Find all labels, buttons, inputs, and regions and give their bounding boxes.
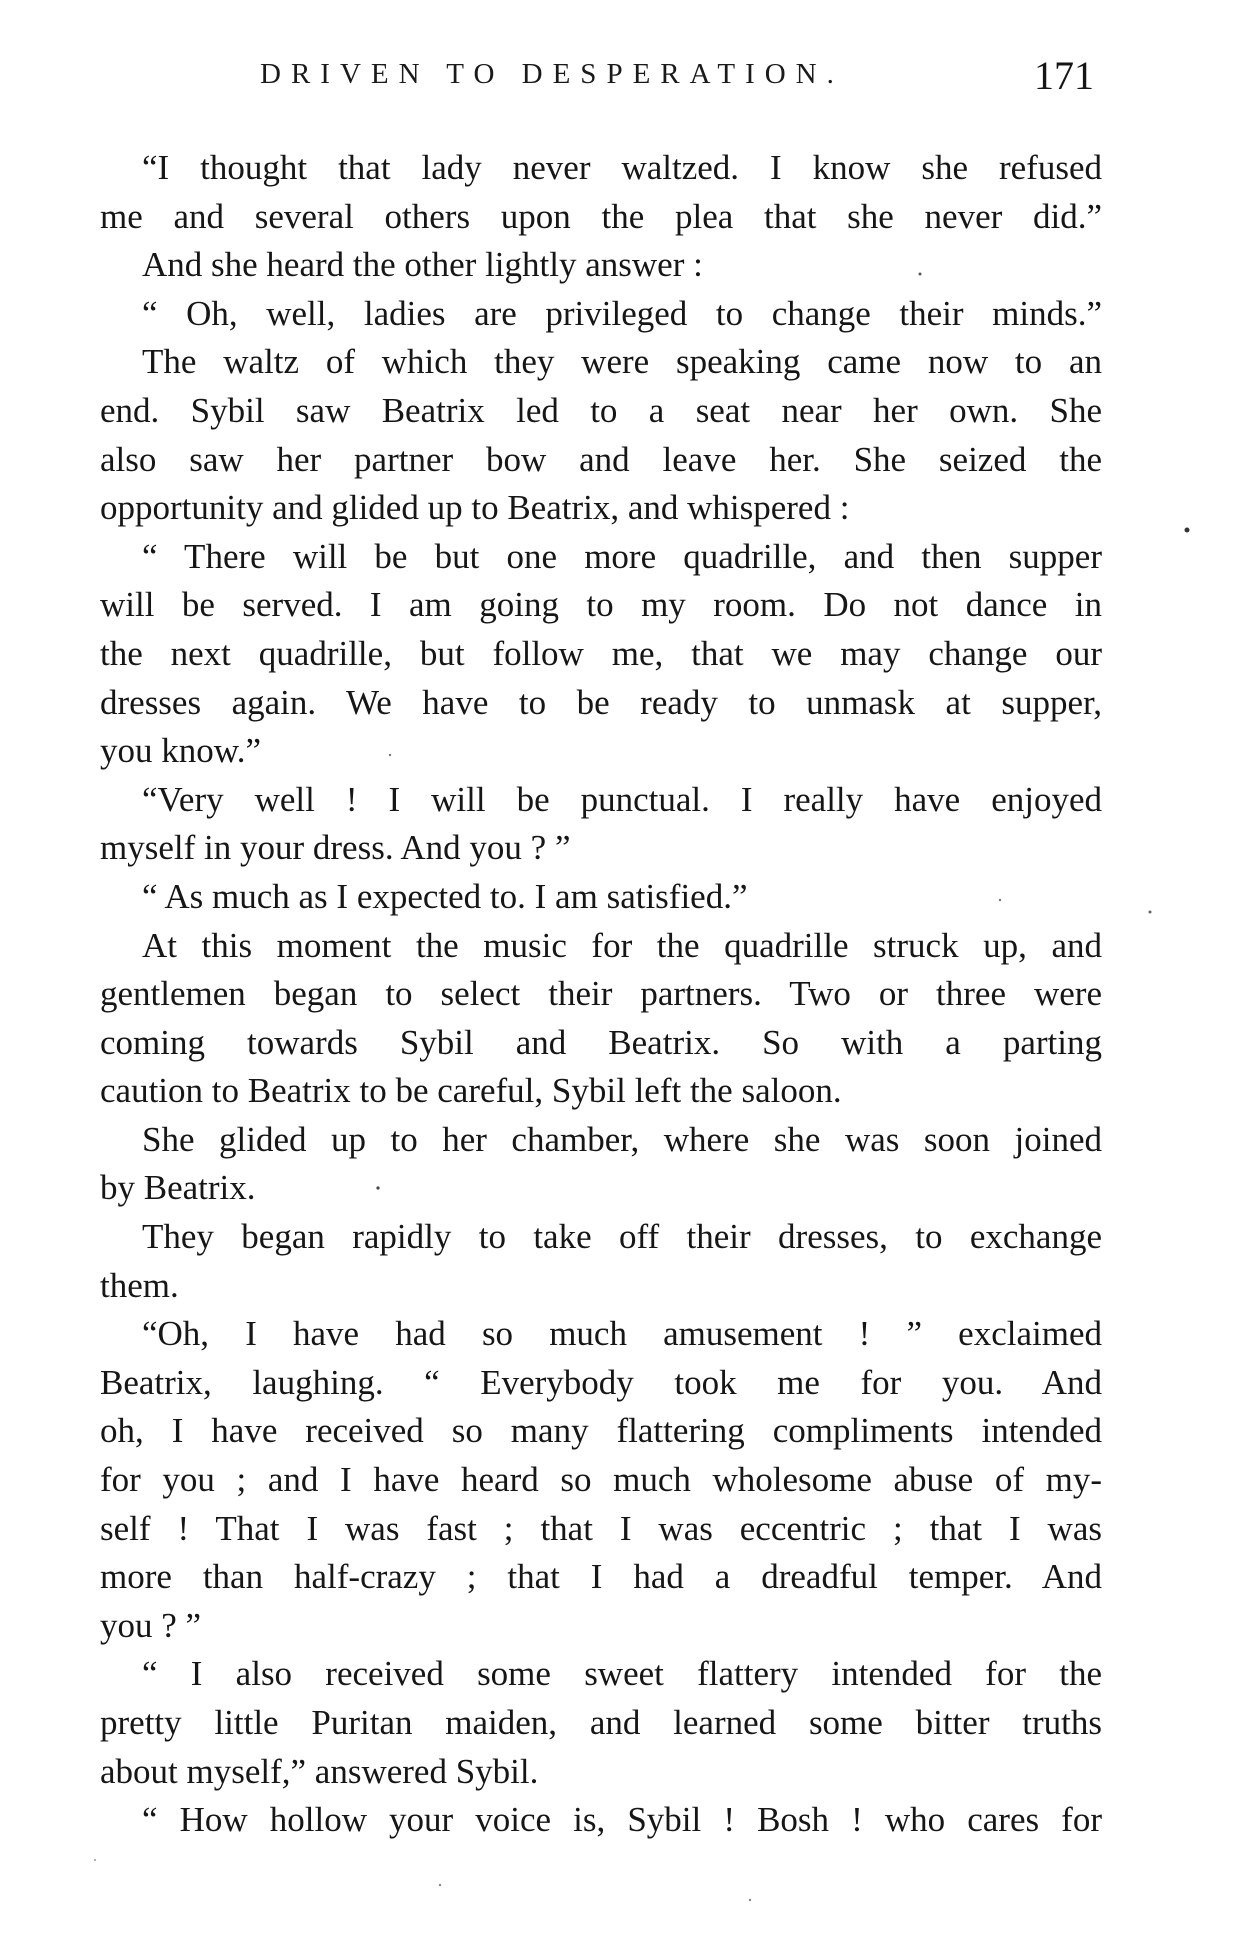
speck [439, 1884, 441, 1886]
speck [749, 1899, 751, 1901]
text-line: caution to Beatrix to be careful, Sybil left the saloon. [100, 1071, 842, 1111]
text-line: will be served. I am going to my room. Do not dance in [100, 585, 1102, 625]
text-line: “ There will be but one more quadrille, and then supper [142, 536, 1102, 576]
text-line: about myself,” answered Sybil. [100, 1751, 539, 1791]
text-line: “ I also received some sweet flattery intended for the [142, 1654, 1102, 1694]
text-line: me and several others upon the plea that she never did.” [100, 196, 1102, 236]
text-line: At this moment the music for the quadrille struck up, and [142, 925, 1102, 965]
text-line: The waltz of which they were speaking came now to an [142, 342, 1102, 382]
text-line: you ? ” [100, 1605, 202, 1645]
text-line: opportunity and glided up to Beatrix, and whispered : [100, 488, 850, 528]
text-line: She glided up to her chamber, where she was soon joined [142, 1119, 1102, 1159]
text-line: “ Oh, well, ladies are privileged to change their minds.” [142, 293, 1102, 333]
running-title: DRIVEN TO DESPERATION. [260, 58, 844, 90]
text-line: for you ; and I have heard so much wholesome abuse of my- [100, 1460, 1102, 1500]
text-line: pretty little Puritan maiden, and learned some bitter truths [100, 1703, 1102, 1742]
text-line: myself in your dress. And you ? ” [100, 828, 571, 868]
page-number: 171 [1034, 53, 1094, 98]
text-line: self ! That I was fast ; that I was eccentric ; that I was [100, 1508, 1102, 1548]
text-line: more than half-crazy ; that I had a dreadful temper. And [100, 1557, 1102, 1597]
text-line: “I thought that lady never waltzed. I know she refused [142, 148, 1102, 187]
text-line: “Very well ! I will be punctual. I really have enjoyed [142, 779, 1102, 819]
text-line: by Beatrix. [100, 1168, 256, 1208]
speck [1185, 528, 1190, 533]
text-line: them. [100, 1265, 179, 1305]
text-line: gentlemen began to select their partners. Two or three were [100, 974, 1102, 1014]
text-line: Beatrix, laughing. “ Everybody took me for you. And [100, 1362, 1102, 1402]
text-line: “Oh, I have had so much amusement ! ” exclaimed [142, 1314, 1102, 1354]
text-line: also saw her partner bow and leave her. She seized the [100, 439, 1102, 479]
text-line: “ How hollow your voice is, Sybil ! Bosh ! who cares for [142, 1800, 1102, 1840]
speck [1149, 911, 1152, 914]
speck [94, 1859, 96, 1861]
text-line: “ As much as I expected to. I am satisfied.” [142, 876, 748, 916]
text-line: oh, I have received so many flattering compliments intended [100, 1411, 1102, 1451]
text-line: you know.” [100, 731, 262, 771]
text-line: the next quadrille, but follow me, that we may change our [100, 633, 1102, 673]
text-line: end. Sybil saw Beatrix led to a seat near her own. She [100, 390, 1102, 430]
text-line: They began rapidly to take off their dresses, to exchange [142, 1217, 1102, 1257]
body-text [100, 144, 1102, 1845]
text-line: dresses again. We have to be ready to unmask at supper, [100, 682, 1102, 722]
text-line: And she heard the other lightly answer : [142, 245, 703, 285]
text-line: coming towards Sybil and Beatrix. So with a parting [100, 1022, 1102, 1062]
